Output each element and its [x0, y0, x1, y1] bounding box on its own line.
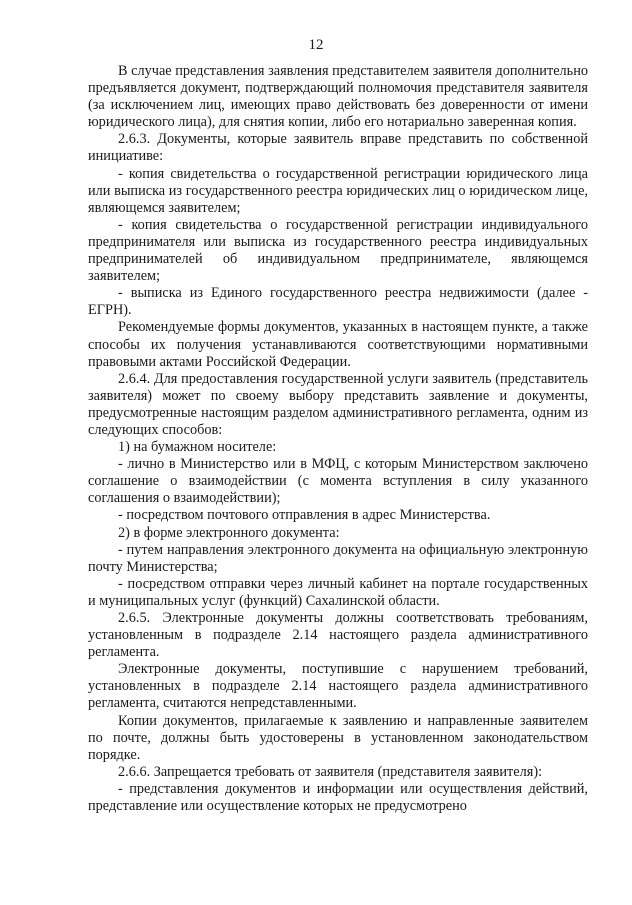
- list-item-prohibited-requests: - представления документов и информации или осуществления действий, представление или осуществление которых не предусмотрено: [88, 780, 588, 815]
- paragraph-2-6-6: 2.6.6. Запрещается требовать от заявителя (представителя заявителя):: [118, 763, 543, 780]
- list-item-in-person: - лично в Министерство или в МФЦ, с которым Министерством заключено соглашение о взаимодействии (с момента вступления в силу указанного соглашения о взаимодействии);: [88, 456, 588, 507]
- paragraph-2-6-3: 2.6.3. Документы, которые заявитель вправе представить по собственной инициативе:: [88, 131, 588, 165]
- list-heading-paper: 1) на бумажном носителе:: [118, 439, 277, 456]
- list-item-egrn-extract: - выписка из Единого государственного реестра недвижимости (далее - ЕГРН).: [88, 285, 588, 319]
- list-heading-electronic: 2) в форме электронного документа:: [118, 524, 340, 541]
- document-body: [88, 63, 588, 815]
- list-item-legal-entity-extract: - копия свидетельства о государственной регистрации юридического лица или выписка из государственного реестра юридических лиц о юридическом лице, являющемся заявителем;: [88, 165, 588, 216]
- list-item-email: - путем направления электронного документа на официальную электронную почту Министерства;: [88, 541, 588, 575]
- paragraph-postal-copies: Копии документов, прилагаемые к заявлению и направленные заявителем по почте, должны быть удостоверены в установленном законодательством порядке.: [88, 712, 588, 763]
- paragraph-invalid-electronic-docs: Электронные документы, поступившие с нарушением требований, установленных в подразделе 2.14 настоящего раздела административного регламента, считаются непредставленными.: [88, 661, 588, 712]
- paragraph-representative-documents: В случае представления заявления представителем заявителя дополнительно предъявляется документ, подтверждающий полномочия представителя заявителя (за исключением лиц, имеющих право действовать без доверенности от имени юридического лица), для снятия копии, либо его нотариально заверенная копия.: [88, 63, 588, 131]
- list-item-portal: - посредством отправки через личный кабинет на портале государственных и муниципальных услуг (функций) Сахалинской области.: [88, 575, 588, 609]
- paragraph-2-6-4: 2.6.4. Для предоставления государственной услуги заявитель (представитель заявителя) может по своему выбору представить заявление и документы, предусмотренные настоящим разделом административного регламента, одним из следующих способов:: [88, 370, 588, 438]
- paragraph-recommended-forms: Рекомендуемые формы документов, указанных в настоящем пункте, а также способы их получения устанавливаются соответствующими нормативными правовыми актами Российской Федерации.: [88, 319, 588, 370]
- list-item-by-post: - посредством почтового отправления в адрес Министерства.: [118, 507, 491, 524]
- list-item-entrepreneur-extract: - копия свидетельства о государственной регистрации индивидуального предпринимателя или выписка из государственного реестра индивидуальных предпринимателей об индивидуальном предпринимателе, являющемся заявителем;: [88, 216, 588, 285]
- paragraph-2-6-5: 2.6.5. Электронные документы должны соответствовать требованиям, установленным в подразделе 2.14 настоящего раздела административного регламента.: [88, 610, 588, 661]
- page-number: 12: [308, 37, 324, 53]
